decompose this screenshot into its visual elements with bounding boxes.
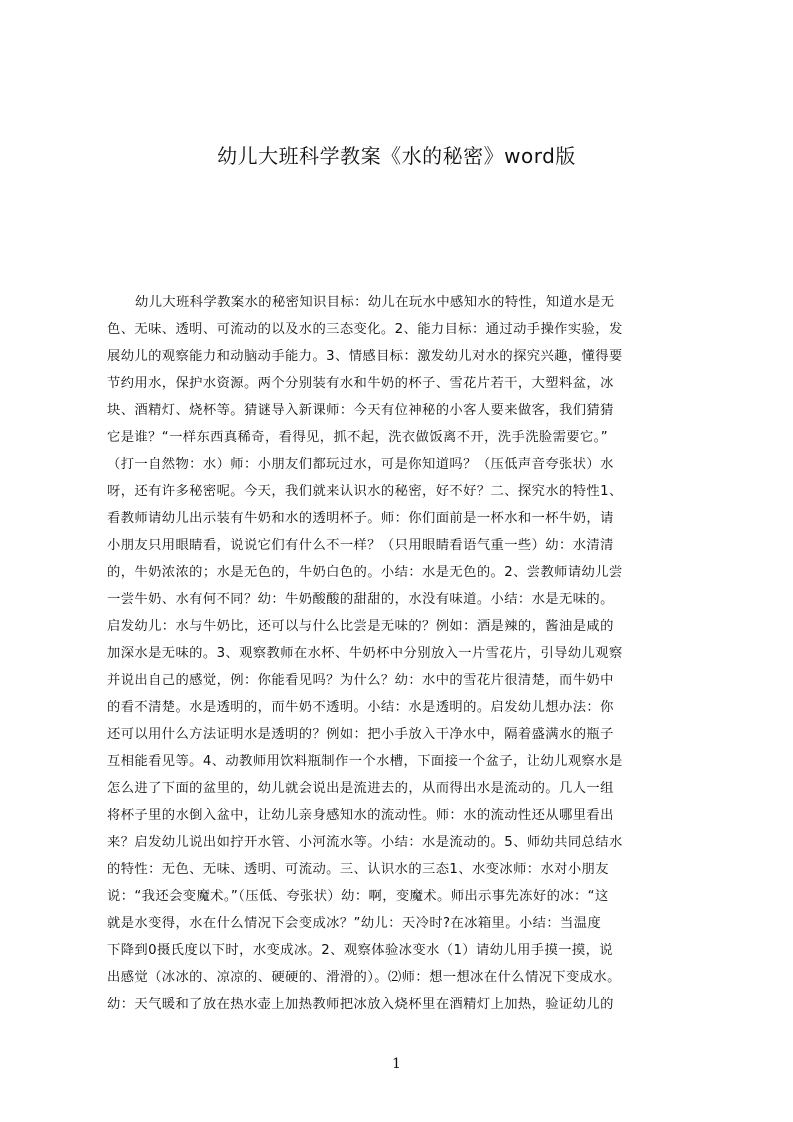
body-line: 色、无味、透明、可流动的以及水的三态变化。2、能力目标：通过动手操作实验，发 (107, 322, 623, 337)
body-line: 说：“我还会变魔术。”（压低、夸张状）幼：啊，变魔术。师出示事先冻好的冰：“这 (107, 889, 609, 904)
body-line: 块、酒精灯、烧杯等。猜谜导入新课师：今天有位神秘的小客人要来做客，我们猜猜 (107, 403, 614, 418)
body-line: 互相能看见等。4、动教师用饮料瓶制作一个水槽，下面接一个盆子，让幼儿观察水是 (107, 754, 623, 769)
body-line: 的看不清楚。水是透明的，而牛奶不透明。小结：水是透明的。启发幼儿想办法：你 (107, 700, 614, 715)
page-number: 1 (392, 1056, 401, 1072)
body-line: 出感觉（冰冰的、凉凉的、硬硬的、滑滑的）。⑵师：想一想冰在什么情况下变成水。 (107, 970, 621, 985)
body-line: 将杯子里的水倒入盆中，让幼儿亲身感知水的流动性。师：水的流动性还从哪里看出 (107, 808, 614, 823)
body-line: 的特性：无色、无味、透明、可流动。三、认识水的三态1、水变冰师：水对小朋友 (107, 862, 609, 877)
body-line: 启发幼儿：水与牛奶比，还可以与什么比尝是无味的？例如：酒是辣的，酱油是咸的 (107, 619, 614, 634)
body-line: 加深水是无味的。3、观察教师在水杯、牛奶杯中分别放入一片雪花片，引导幼儿观察 (107, 646, 623, 661)
body-line: 小朋友只用眼睛看，说说它们有什么不一样？（只用眼睛看语气重一些）幼：水清清 (107, 538, 614, 553)
body-line: 它是谁？“一样东西真稀奇，看得见，抓不起，洗衣做饭离不开，洗手洗脸需要它。” (107, 430, 609, 445)
body-line: 下降到0摄氏度以下时，水变成冰。2、观察体验冰变水（1）请幼儿用手摸一摸，说 (107, 943, 613, 958)
body-line: 节约用水，保护水资源。两个分别装有水和牛奶的杯子、雪花片若干，大塑料盆，冰 (107, 376, 614, 391)
body-line: 的，牛奶浓浓的；水是无色的，牛奶白色的。小结：水是无色的。2、尝教师请幼儿尝 (107, 565, 623, 580)
body-line: 看教师请幼儿出示装有牛奶和水的透明杯子。师：你们面前是一杯水和一杯牛奶，请 (107, 511, 614, 526)
document-body (107, 289, 698, 1039)
body-line: 呀，还有许多秘密呢。今天，我们就来认识水的秘密，好不好？二、探究水的特性1、 (107, 484, 623, 499)
body-line: 一尝牛奶、水有何不同？幼：牛奶酸酸的甜甜的，水没有味道。小结：水是无味的。 (107, 592, 614, 607)
body-line: （打一自然物：水）师：小朋友们都玩过水，可是你知道吗？（压低声音夸张状）水 (107, 457, 614, 472)
body-line: 展幼儿的观察能力和动脑动手能力。3、情感目标：激发幼儿对水的探究兴趣，懂得要 (107, 349, 623, 364)
document-title: 幼儿大班科学教案《水的秘密》word版 (217, 144, 576, 168)
body-line: 怎么进了下面的盆里的，幼儿就会说出是流进去的，从而得出水是流动的。几人一组 (107, 781, 614, 796)
body-line: 就是水变得，水在什么情况下会变成冰？”幼儿：天冷时?在冰箱里。小结：当温度 (107, 916, 602, 931)
body-line: 来？启发幼儿说出如拧开水管、小河流水等。小结：水是流动的。5、师幼共同总结水 (107, 835, 623, 850)
body-line: 还可以用什么方法证明水是透明的？例如：把小手放入干净水中，隔着盛满水的瓶子 (107, 727, 614, 742)
body-line: 幼：天气暖和了放在热水壶上加热教师把冰放入烧杯里在酒精灯上加热，验证幼儿的 (107, 997, 614, 1012)
body-line: 并说出自己的感觉，例：你能看见吗？为什么？幼：水中的雪花片很清楚，而牛奶中 (107, 673, 614, 688)
body-line: 幼儿大班科学教案水的秘密知识目标：幼儿在玩水中感知水的特性，知道水是无 (135, 295, 615, 310)
